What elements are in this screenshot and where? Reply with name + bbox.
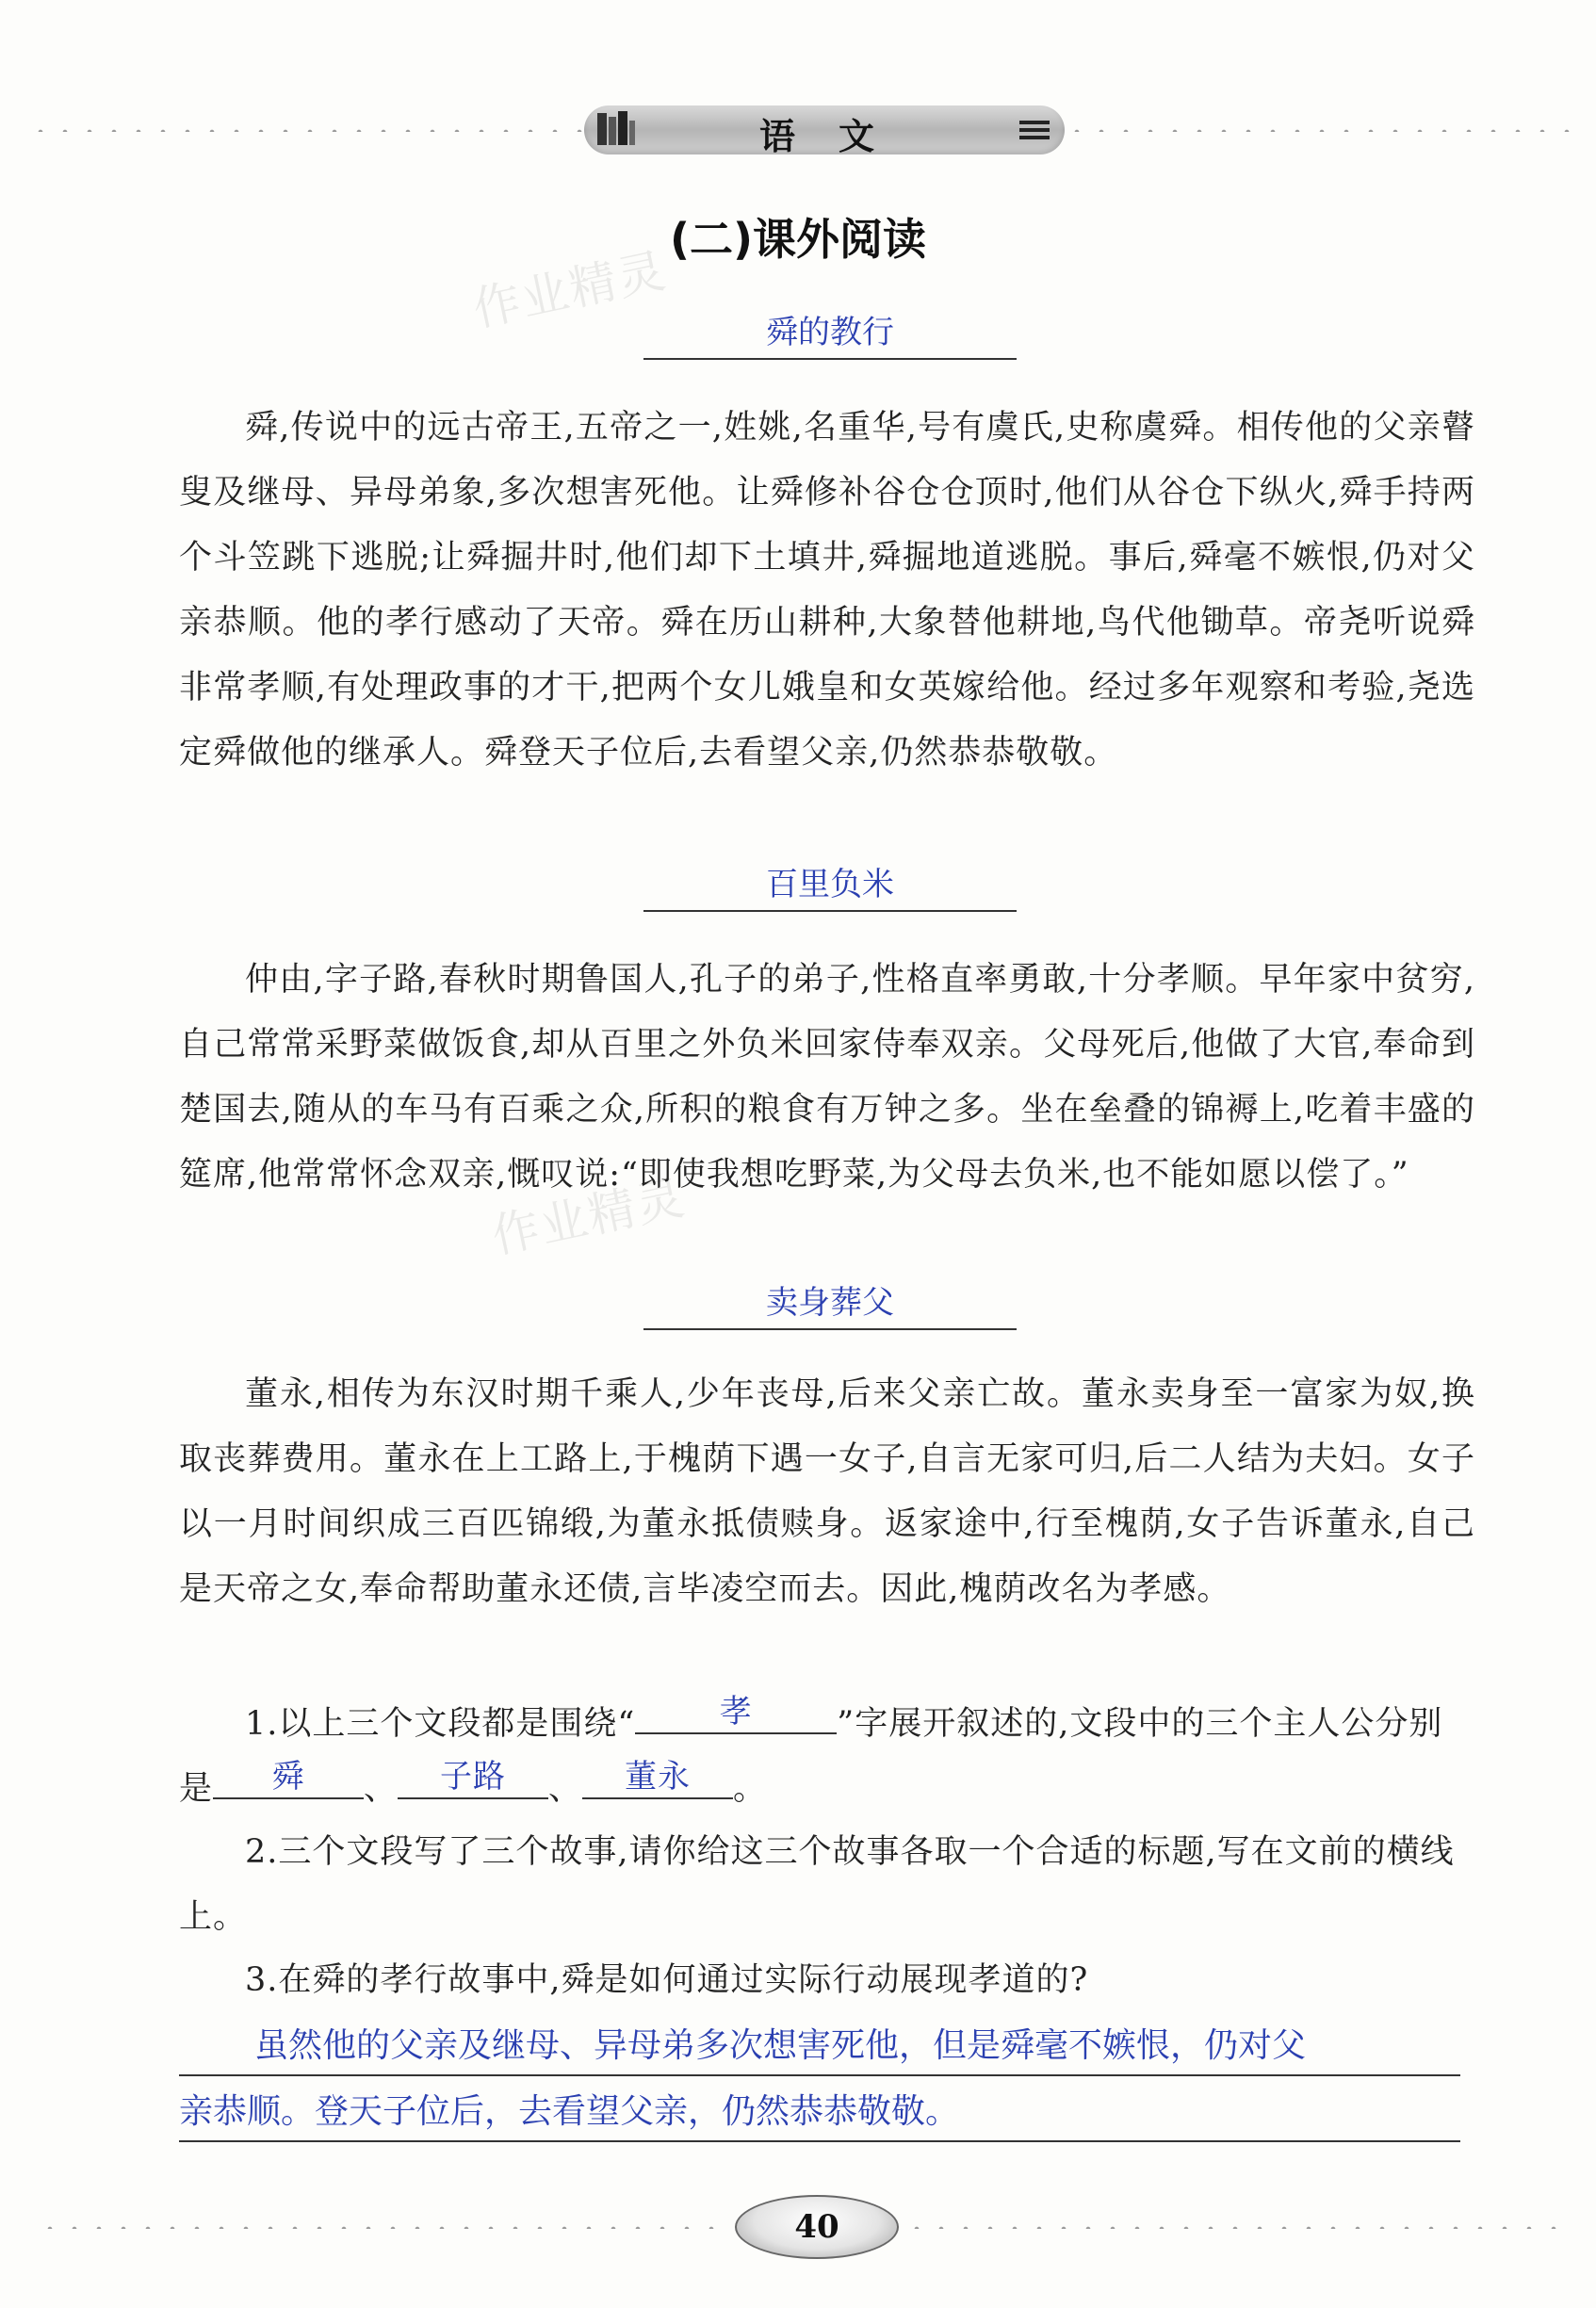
page-number: 40 [735,2195,899,2259]
watermark: 作业精灵 [468,242,672,337]
story-title: 舜的教行 [766,314,894,351]
watermark: 作业精灵 [487,1169,691,1264]
story-title: 百里负米 [766,866,894,903]
header-dots-left [28,128,584,132]
story-title-line-2 [643,859,1017,912]
answer-line-2[interactable]: 亲恭顺。登天子位后，去看望父亲，仍然恭恭敬敬。 [179,2084,1460,2142]
question-1-end: 。 [733,1770,768,1808]
footer-dots-left [38,2225,725,2229]
answer-blank-person-2[interactable] [398,1760,548,1799]
question-1-text-a: 1.以上三个文段都是围绕“ [245,1705,636,1743]
story-title-line-1 [643,307,1017,360]
subject-label: 语文 [758,116,918,157]
book-open-icon [1018,117,1051,143]
question-2: 2.三个文段写了三个故事,请你给这三个故事各取一个合适的标题,写在文前的横线上。 [179,1833,1455,1936]
section-title: (二)课外阅读 [669,214,927,265]
answer-person-2: 子路 [440,1758,507,1796]
question-3: 3.在舜的孝行故事中,舜是如何通过实际行动展现孝道的? [245,1961,1089,1999]
story-paragraph-1: 舜,传说中的远古帝王,五帝之一,姓姚,名重华,号有虞氏,史称虞舜。相传他的父亲瞽叟及继母、异母弟象,多次想害死他。让舜修补谷仓仓顶时,他们从谷仓下纵火,舜手持两个斗笠跳下逃脱;让舜掘井时,他们却下土填井,舜掘地道逃脱。事后,舜毫不嫉恨,仍对父亲恭顺。他的孝行感动了天帝。舜在历山耕种,大象替他耕地,鸟代他锄草。帝尧听说舜非常孝顺,有处理政事的才干,把两个女儿娥皇和女英嫁给他。经过多年观察和考验,尧选定舜做他的继承人。舜登天子位后,去看望父亲,仍然恭恭敬敬。 [179,409,1475,772]
answer-line-1[interactable]: 虽然他的父亲及继母、异母弟多次想害死他，但是舜毫不嫉恨，仍对父 [179,2018,1460,2076]
book-stack-icon [595,109,637,147]
question-1 [179,1692,1475,1822]
header-dots-right [1065,128,1573,132]
answer-blank-person-3[interactable] [582,1760,733,1799]
story-paragraph-3: 董永,相传为东汉时期千乘人,少年丧母,后来父亲亡故。董永卖身至一富家为奴,换取丧葬费用。董永在上工路上,于槐荫下遇一女子,自言无家可归,后二人结为夫妇。女子以一月时间织成三百匹锦缎,为董永抵债赎身。返家途中,行至槐荫,女子告诉董永,自己是天帝之女,奉命帮助董永还债,言毕凌空而去。因此,槐荫改名为孝感。 [179,1375,1475,1608]
answer-person-1: 舜 [271,1758,305,1796]
answer-blank-person-1[interactable] [213,1760,364,1799]
story-paragraph-2: 仲由,字子路,春秋时期鲁国人,孔子的弟子,性格直率勇敢,十分孝顺。早年家中贫穷,自己常常采野菜做饭食,却从百里之外负米回家侍奉双亲。父母死后,他做了大官,奉命到楚国去,随从的车马有百乘之众,所积的粮食有万钟之多。坐在垒叠的锦褥上,吃着丰盛的筵席,他常常怀念双亲,慨叹说:“即使我想吃野菜,为父母去负米,也不能如愿以偿了。” [179,961,1475,1194]
answer-theme: 孝 [719,1693,753,1731]
footer-dots-right [904,2225,1564,2229]
story-title: 卖身葬父 [766,1284,894,1322]
question-1-text-b: ”字展开叙述的,文段中的三个主人公分别是 [179,1705,1443,1808]
answer-person-3: 董永 [625,1758,692,1796]
story-title-line-3 [643,1277,1017,1330]
answer-blank-theme[interactable] [635,1695,837,1734]
separator: 、 [548,1770,583,1808]
separator: 、 [364,1770,399,1808]
